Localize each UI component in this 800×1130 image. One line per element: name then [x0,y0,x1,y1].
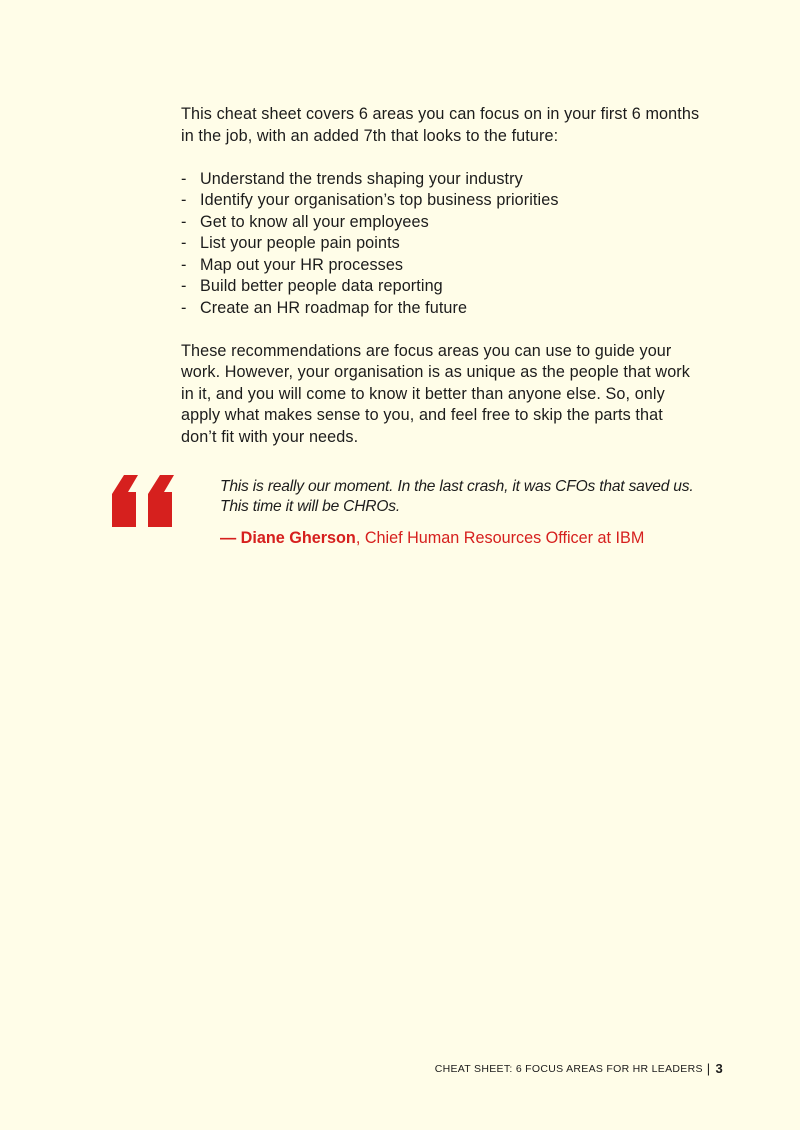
quote-text: This is really our moment. In the last crash, it was CFOs that saved us. This time it will be CHROs. [220,478,694,515]
list-item [181,298,701,320]
list-item-text: Understand the trends shaping your industry [200,169,523,188]
closing-paragraph: These recommendations are focus areas you can use to guide your work. However, your organisation is as unique as the people that work in it, and you will come to know it better than anyone else. So, only apply what makes sense to you, and feel free to skip the parts that don’t fit with your needs. [181,341,690,446]
footer-separator: | [706,1061,711,1076]
bullet-dash: - [181,298,187,317]
list-item [181,169,701,191]
attribution-role: , Chief Human Resources Officer at IBM [355,529,645,547]
bullet-dash: - [181,255,187,274]
list-item-text: Identify your organisation’s top business priorities [200,191,559,209]
quote-mark-icon [110,475,176,527]
list-item-text: Map out your HR processes [200,255,404,274]
page-footer [435,1061,723,1076]
quote-attribution [220,528,700,549]
bullet-dash: - [181,212,187,231]
footer-label: CHEAT SHEET: 6 FOCUS AREAS FOR HR LEADERS [434,1062,703,1075]
list-item-text: List your people pain points [200,234,400,252]
list-item [181,212,701,234]
list-item [181,233,701,255]
list-item-text: Build better people data reporting [200,277,443,295]
attribution-name: — Diane Gherson [220,529,356,547]
bullet-dash: - [181,234,187,252]
bullet-dash: - [181,191,187,209]
list-item-text: Create an HR roadmap for the future [200,298,468,317]
list-item [181,276,701,298]
list-item [181,255,701,277]
main-content [181,104,701,448]
bullet-dash: - [181,169,187,188]
page-number: 3 [715,1061,723,1076]
focus-areas-list [181,169,701,320]
bullet-dash: - [181,277,187,295]
list-item-text: Get to know all your employees [200,212,429,231]
pull-quote [220,477,700,549]
intro-paragraph: This cheat sheet covers 6 areas you can focus on in your first 6 months in the job, with an added 7th that looks to the future: [181,105,700,145]
list-item [181,190,701,212]
